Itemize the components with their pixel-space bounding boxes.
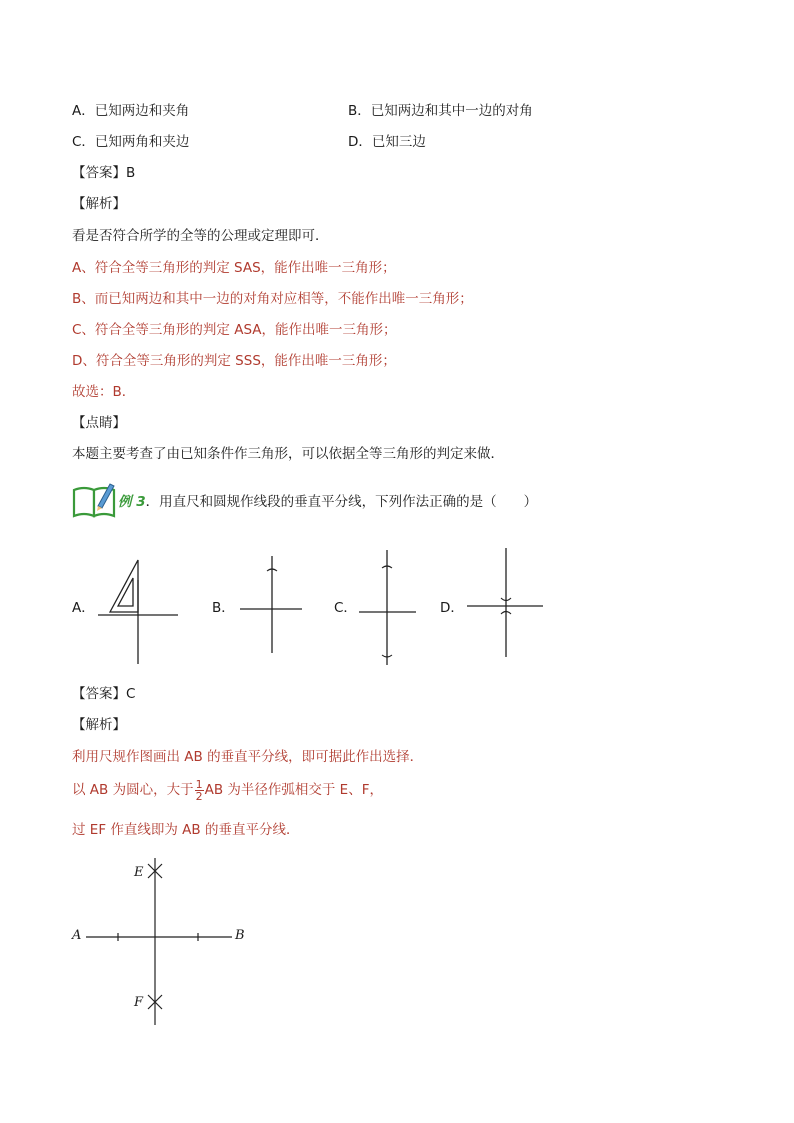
line2-post: AB 为半径作弧相交于 E、F， <box>204 782 383 798</box>
point-label-f: F <box>134 995 144 1010</box>
example-analysis-line-1: 利用尺规作图画出 AB 的垂直平分线，即可据此作出选择． <box>72 749 424 765</box>
figure-label-b: B． <box>212 600 235 616</box>
analysis-line-2: A、符合全等三角形的判定 SAS，能作出唯一三角形； <box>72 260 396 276</box>
figure-label-a: A． <box>72 600 95 616</box>
analysis-line-1: 看是否符合所学的全等的公理或定理即可． <box>72 228 329 244</box>
fraction-numerator: 1 <box>195 777 203 791</box>
example-analysis-tag: 【解析】 <box>72 717 126 733</box>
figure-label-d: D． <box>440 600 464 616</box>
answer-value: B <box>126 165 136 181</box>
example-answer-value: C <box>126 686 136 702</box>
point-label-e: E <box>134 865 144 880</box>
analysis-line-5: D、符合全等三角形的判定 SSS，能作出唯一三角形； <box>72 353 396 369</box>
example-question-text: ．用直尺和圆规作线段的垂直平分线，下列作法正确的是（ ） <box>145 494 538 510</box>
point-label-b: B <box>235 928 245 943</box>
answer-tag: 【答案】 <box>72 165 126 181</box>
option-c: C．已知两角和夹边 <box>72 134 190 150</box>
option-b: B．已知两边和其中一边的对角 <box>348 103 533 119</box>
figure-label-c: C． <box>334 600 357 616</box>
example-answer-tag: 【答案】 <box>72 686 126 702</box>
analysis-tag: 【解析】 <box>72 196 126 212</box>
example-badge: 例 3 <box>118 494 146 510</box>
point-label-a: A <box>72 928 82 943</box>
comment-text: 本题主要考查了由已知条件作三角形，可以依据全等三角形的判定来做． <box>72 446 504 462</box>
analysis-line-4: C、符合全等三角形的判定 ASA，能作出唯一三角形； <box>72 322 397 338</box>
comment-tag: 【点睛】 <box>72 415 126 431</box>
example-analysis-line-3: 过 EF 作直线即为 AB 的垂直平分线． <box>72 822 300 838</box>
line2-pre: 以 AB 为圆心，大于 <box>72 782 194 798</box>
analysis-line-6: 故选：B． <box>72 384 136 400</box>
option-d: D．已知三边 <box>348 134 426 150</box>
analysis-line-3: B、而已知两边和其中一边的对角对应相等，不能作出唯一三角形； <box>72 291 473 307</box>
fraction-denominator: 2 <box>195 789 203 803</box>
option-a: A．已知两边和夹角 <box>72 103 190 119</box>
